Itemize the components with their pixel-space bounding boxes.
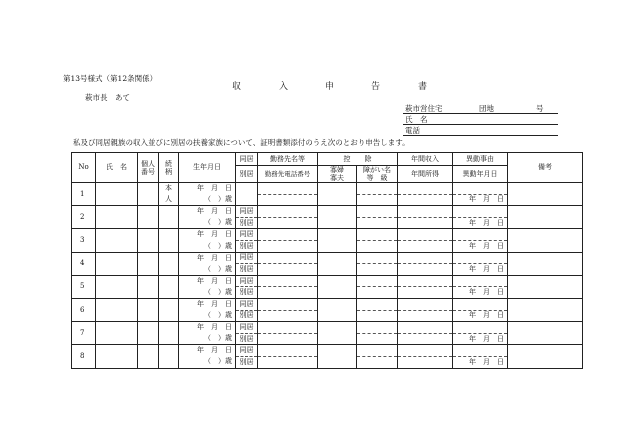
personal-number-cell[interactable] [138,252,159,275]
header-separate: 別居 [236,166,258,183]
form-title [0,79,630,91]
personal-number-cell[interactable] [138,229,159,252]
separate-cell[interactable]: 別居 [236,264,258,276]
row-number: 3 [72,229,96,252]
relation-cell: 本 [159,183,179,195]
table-row [72,252,583,264]
relation-cell[interactable] [159,345,179,368]
relation-cell[interactable] [159,322,179,345]
row-number: 1 [72,183,96,206]
income-sub-cell[interactable] [398,240,453,252]
row-number: 5 [72,275,96,298]
remarks-cell[interactable] [508,322,583,345]
income-cell[interactable] [398,345,453,357]
workplace-phone-cell[interactable] [258,217,318,229]
table-row [72,183,583,195]
income-cell[interactable] [398,322,453,334]
header-widow: 寡婦 寡夫 [318,166,357,183]
table-row [72,229,583,241]
birthdate-cell[interactable]: 年 月 日 [179,252,236,264]
name-underline [403,124,558,125]
disability-grade-cell[interactable] [357,194,398,206]
disability-grade-cell[interactable] [357,240,398,252]
birthdate-cell[interactable]: 年 月 日 [179,275,236,287]
workplace-cell[interactable] [258,206,318,218]
age-cell[interactable]: （ ）歳 [179,264,236,276]
income-sub-cell[interactable] [398,356,453,368]
disability-cell[interactable] [357,252,398,264]
cohabit-cell[interactable]: 同居 [236,322,258,334]
personal-number-cell[interactable] [138,298,159,321]
disability-cell[interactable] [357,275,398,287]
header-deduction: 控 除 [318,153,398,166]
title-char-3: 申 [325,82,335,92]
change-reason-cell[interactable] [453,206,508,218]
disability-grade-cell[interactable] [357,356,398,368]
remarks-cell[interactable] [508,252,583,275]
row-number: 8 [72,345,96,368]
income-sub-cell[interactable] [398,333,453,345]
cohabit-cell[interactable]: 同居 [236,206,258,218]
cohabit-cell[interactable]: 同居 [236,345,258,357]
name-cell[interactable] [96,322,138,345]
widow-cell[interactable] [318,229,357,252]
disability-cell[interactable] [357,206,398,218]
title-char-1: 収 [232,82,242,92]
income-sub-cell[interactable] [398,264,453,276]
change-reason-cell[interactable] [453,229,508,241]
widow-cell[interactable] [318,252,357,275]
workplace-cell[interactable] [258,183,318,195]
income-cell[interactable] [398,275,453,287]
phone-underline [403,135,558,136]
disability-cell[interactable] [357,183,398,195]
disability-grade-cell[interactable] [357,310,398,322]
row-number: 4 [72,252,96,275]
change-date-cell[interactable]: 年 月 日 [453,264,508,276]
widow-cell[interactable] [318,275,357,298]
income-cell[interactable] [398,183,453,195]
address-label: 萩市営住宅 [405,104,443,113]
widow-cell[interactable] [318,345,357,368]
change-date-cell[interactable]: 年 月 日 [453,310,508,322]
room-label: 号 [536,104,544,113]
name-label: 氏 名 [405,115,428,124]
age-cell[interactable]: （ ）歳 [179,194,236,206]
workplace-cell[interactable] [258,345,318,357]
change-reason-cell[interactable] [453,183,508,195]
widow-cell[interactable] [318,298,357,321]
separate-cell[interactable]: 別居 [236,310,258,322]
change-reason-cell[interactable] [453,252,508,264]
row-number: 7 [72,322,96,345]
header-remarks: 備考 [508,153,583,183]
income-cell[interactable] [398,229,453,241]
relation-cell[interactable] [159,206,179,229]
name-cell[interactable] [96,275,138,298]
income-sub-cell[interactable] [398,194,453,206]
age-cell[interactable]: （ ）歳 [179,356,236,368]
header-workplace-phone: 勤務先電話番号 [258,166,318,183]
personal-number-cell[interactable] [138,206,159,229]
widow-cell[interactable] [318,183,357,206]
workplace-phone-cell[interactable] [258,240,318,252]
disability-grade-cell[interactable] [357,217,398,229]
header-annual-income: 年間収入 [398,153,453,166]
birthdate-cell[interactable]: 年 月 日 [179,298,236,310]
remarks-cell[interactable] [508,345,583,368]
cohabit-cell[interactable]: 同居 [236,252,258,264]
workplace-phone-cell[interactable] [258,194,318,206]
birthdate-cell[interactable]: 年 月 日 [179,183,236,195]
relation-cell[interactable] [159,275,179,298]
change-date-cell[interactable]: 年 月 日 [453,217,508,229]
complex-label: 団地 [479,104,494,113]
header-workplace: 勤務先名等 [258,153,318,166]
birthdate-cell[interactable]: 年 月 日 [179,345,236,357]
workplace-cell[interactable] [258,252,318,264]
header-annual-income-sub: 年間所得 [398,166,453,183]
change-reason-cell[interactable] [453,298,508,310]
table-row [72,345,583,357]
name-cell[interactable] [96,183,138,206]
income-sub-cell[interactable] [398,310,453,322]
table-row [72,298,583,310]
header-no: No [72,153,96,183]
workplace-cell[interactable] [258,298,318,310]
disability-grade-cell[interactable] [357,333,398,345]
header-change-reason: 異動事由 [453,153,508,166]
birthdate-cell[interactable]: 年 月 日 [179,229,236,241]
income-cell[interactable] [398,298,453,310]
change-date-cell[interactable]: 年 月 日 [453,356,508,368]
disability-grade-cell[interactable] [357,287,398,299]
declaration-text: 私及び同居親族の収入並びに別居の扶養家族について、証明書類添付のうえ次のとおり申告します。 [73,138,410,147]
birthdate-cell[interactable]: 年 月 日 [179,322,236,334]
disability-cell[interactable] [357,345,398,357]
change-date-cell[interactable]: 年 月 日 [453,240,508,252]
separate-cell[interactable]: 別居 [236,287,258,299]
income-sub-cell[interactable] [398,217,453,229]
remarks-cell[interactable] [508,206,583,229]
age-cell[interactable]: （ ）歳 [179,240,236,252]
header-name: 氏 名 [96,153,138,183]
remarks-cell[interactable] [508,229,583,252]
name-cell[interactable] [96,298,138,321]
age-cell[interactable]: （ ）歳 [179,217,236,229]
income-cell[interactable] [398,252,453,264]
change-date-cell[interactable]: 年 月 日 [453,194,508,206]
name-cell[interactable] [96,345,138,368]
relation-cell[interactable] [159,252,179,275]
change-reason-cell[interactable] [453,275,508,287]
family-income-table [71,152,583,369]
separate-cell[interactable]: 別居 [236,333,258,345]
separate-cell[interactable]: 別居 [236,240,258,252]
relation-cell: 人 [159,194,179,206]
row-number: 2 [72,206,96,229]
disability-cell[interactable] [357,298,398,310]
disability-cell[interactable] [357,229,398,241]
change-date-cell[interactable]: 年 月 日 [453,333,508,345]
relation-cell[interactable] [159,298,179,321]
workplace-phone-cell[interactable] [258,356,318,368]
personal-number-cell[interactable] [138,322,159,345]
row-number: 6 [72,298,96,321]
workplace-phone-cell[interactable] [258,333,318,345]
header-cohabit: 同居 [236,153,258,166]
change-date-cell[interactable]: 年 月 日 [453,287,508,299]
name-cell[interactable] [96,252,138,275]
workplace-phone-cell[interactable] [258,310,318,322]
header-relation: 続 柄 [159,153,179,183]
remarks-cell[interactable] [508,275,583,298]
title-char-4: 告 [371,82,381,92]
age-cell[interactable]: （ ）歳 [179,310,236,322]
cohabit-cell[interactable] [236,183,258,206]
relation-cell[interactable] [159,229,179,252]
remarks-cell[interactable] [508,183,583,206]
personal-number-cell[interactable] [138,275,159,298]
title-char-2: 入 [279,82,289,92]
title-char-5: 書 [418,82,428,92]
workplace-cell[interactable] [258,229,318,241]
name-cell[interactable] [96,229,138,252]
cohabit-cell[interactable]: 同居 [236,229,258,241]
change-reason-cell[interactable] [453,345,508,357]
header-change-date: 異動年月日 [453,166,508,183]
header-disability: 障がい名 等 級 [357,166,398,183]
name-cell[interactable] [96,206,138,229]
header-personal-number: 個人 番号 [138,153,159,183]
workplace-cell[interactable] [258,275,318,287]
widow-cell[interactable] [318,206,357,229]
personal-number-cell[interactable] [138,345,159,368]
workplace-cell[interactable] [258,322,318,334]
form-id: 第13号様式（第12条関係） [63,74,158,83]
header-birthdate: 生年月日 [179,153,236,183]
cohabit-cell[interactable]: 同居 [236,275,258,287]
disability-grade-cell[interactable] [357,264,398,276]
addressee: 萩市長 あて [85,93,130,102]
personal-number-cell[interactable] [138,183,159,206]
separate-cell[interactable]: 別居 [236,356,258,368]
income-sub-cell[interactable] [398,287,453,299]
cohabit-cell[interactable]: 同居 [236,298,258,310]
workplace-phone-cell[interactable] [258,287,318,299]
birthdate-cell[interactable]: 年 月 日 [179,206,236,218]
widow-cell[interactable] [318,322,357,345]
disability-cell[interactable] [357,322,398,334]
age-cell[interactable]: （ ）歳 [179,333,236,345]
table-row [72,275,583,287]
table-row [72,322,583,334]
separate-cell[interactable]: 別居 [236,217,258,229]
table-row [72,206,583,218]
change-reason-cell[interactable] [453,322,508,334]
remarks-cell[interactable] [508,298,583,321]
income-cell[interactable] [398,206,453,218]
age-cell[interactable]: （ ）歳 [179,287,236,299]
workplace-phone-cell[interactable] [258,264,318,276]
phone-label: 電話 [405,126,420,135]
